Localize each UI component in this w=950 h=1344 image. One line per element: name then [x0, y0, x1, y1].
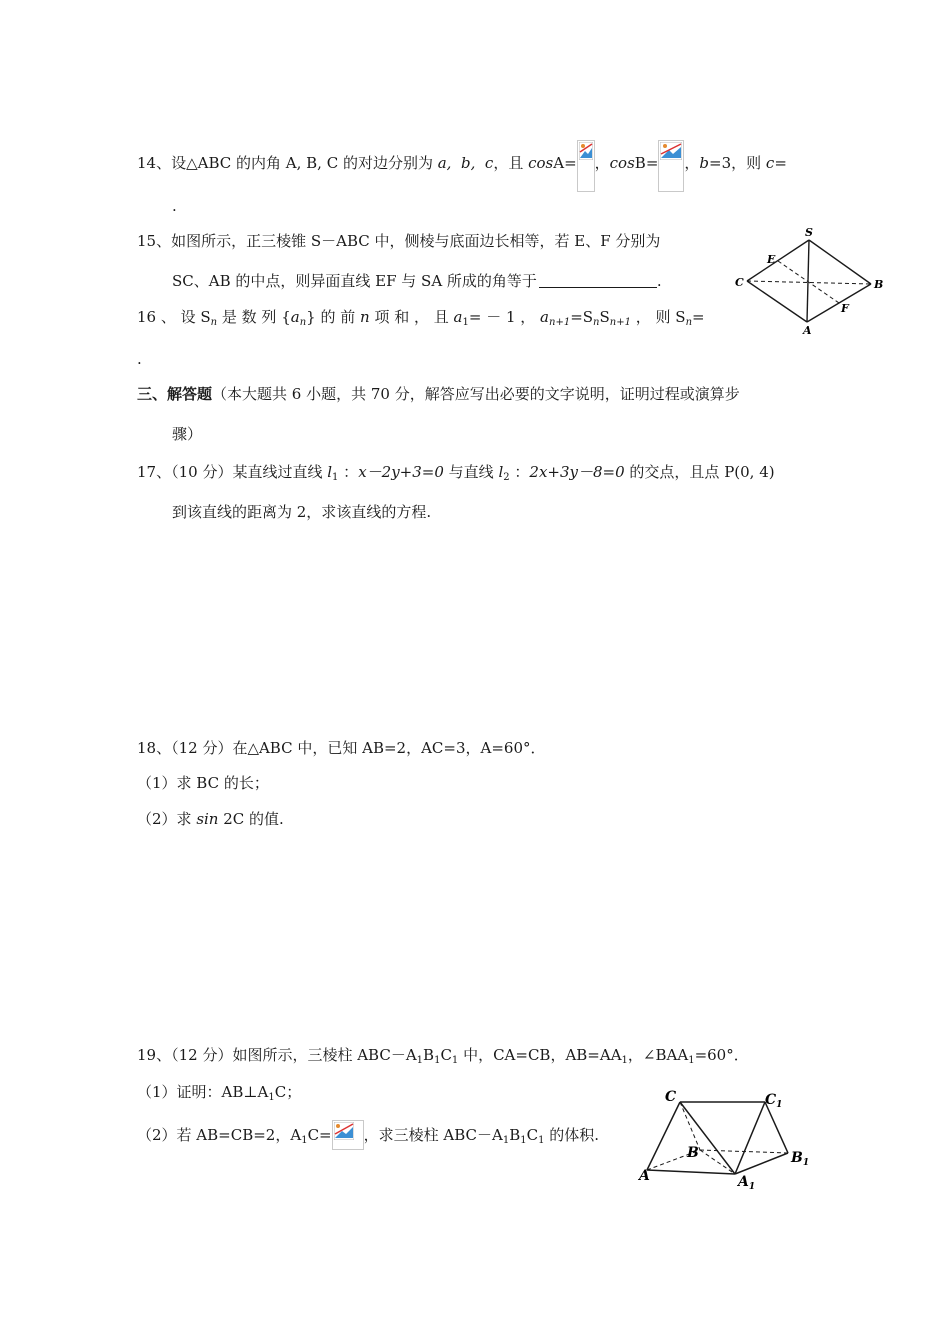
q17-text: 与直线 — [443, 463, 499, 481]
broken-image-icon — [577, 140, 595, 192]
label-a: A — [803, 324, 812, 336]
q14-and: ，且 — [493, 154, 529, 172]
q16-text: } 的 前 — [306, 308, 361, 326]
q14-comma: ， — [594, 154, 610, 172]
label-s: S — [805, 226, 813, 239]
q19-text: ，求三棱柱 ABC－A — [363, 1126, 503, 1144]
sub-n: n — [299, 317, 307, 328]
q18-line1: 18、（12 分）在△ABC 中，已知 AB=2，AC=3，A=60°． — [137, 739, 546, 757]
broken-image-icon — [658, 140, 684, 192]
broken-image-icon — [332, 1120, 364, 1150]
var-a: a — [290, 308, 300, 326]
sub-n: n — [593, 317, 600, 328]
q14-end: . — [172, 197, 177, 215]
q16-end: . — [137, 350, 142, 368]
sub-2: 2 — [503, 472, 510, 483]
q16-line1 — [137, 307, 705, 333]
q19-text: 的体积. — [544, 1126, 600, 1144]
q14-line1 — [137, 140, 787, 192]
label-f: F — [841, 302, 849, 315]
q19-text: （1）证明：AB⊥A — [137, 1083, 269, 1101]
q16-text: S — [599, 308, 610, 326]
sub-1: 1 — [538, 1135, 545, 1146]
pyramid-figure — [733, 226, 893, 336]
equation-1: x－2y+3=0 — [358, 463, 444, 481]
section-3-desc2: 骤） — [172, 425, 203, 443]
section-desc: （本大题共 6 小题，共 70 分，解答应写出必要的文字说明，证明过程或演算步 — [212, 385, 740, 403]
var-b: b, — [460, 154, 476, 172]
label-b1: $B_1$ — [791, 1150, 810, 1168]
q18-text: 2C 的值. — [218, 810, 284, 828]
sub-n: n — [210, 317, 218, 328]
q14-text: 14、设△ABC 的内角 A, B, C 的对边分别为 — [137, 154, 438, 172]
sub-n1: n+1 — [609, 317, 631, 328]
q17-text: 17、（10 分）某直线过直线 — [137, 463, 328, 481]
q19-text: （2）若 AB=CB=2，A — [137, 1126, 302, 1144]
q17-text: 的交点，且点 P(0, 4) — [624, 463, 775, 481]
sub-1: 1 — [502, 1135, 510, 1146]
q17-text: ： — [338, 463, 359, 481]
q19-text: B — [509, 1126, 521, 1144]
q14-comma: ， — [684, 154, 700, 172]
var-l1: l — [327, 463, 333, 481]
sub-1: 1 — [451, 1055, 459, 1066]
label-a1: $A_1$ — [738, 1174, 756, 1190]
q18-part1: （1）求 BC 的长； — [137, 774, 269, 792]
q19-text: ，∠BAA — [627, 1046, 689, 1064]
sub-1: 1 — [621, 1055, 628, 1066]
var-n: n — [360, 308, 370, 326]
q15-line2 — [172, 271, 662, 291]
var-c2: c — [765, 154, 775, 172]
q19-line1 — [137, 1045, 749, 1071]
section-title: 三、解答题 — [137, 385, 213, 403]
q17-text: ： — [509, 463, 530, 481]
label-b: B — [874, 278, 884, 291]
var-a: a, — [437, 154, 452, 172]
var-l2: l — [498, 463, 504, 481]
q19-text: C= — [307, 1126, 332, 1144]
equation-2: 2x+3y－8=0 — [529, 463, 625, 481]
q18-part2 — [137, 809, 284, 829]
q19-part2 — [137, 1120, 599, 1151]
q19-part1 — [137, 1082, 301, 1108]
prism-figure — [635, 1085, 820, 1190]
q16-text: = — [692, 308, 705, 326]
label-b: B — [687, 1145, 699, 1161]
var-a: a — [453, 308, 463, 326]
cos-b: cos — [609, 154, 635, 172]
q16-text: 是 数 列 { — [217, 308, 291, 326]
q19-text: C — [440, 1046, 452, 1064]
label-c1: $C_1$ — [765, 1092, 783, 1110]
b-value: =3，则 — [709, 154, 766, 172]
q16-text: =S — [570, 308, 594, 326]
q19-text: 19、（12 分）如图所示，三棱柱 ABC－A — [137, 1046, 417, 1064]
sub-1: 1 — [301, 1135, 308, 1146]
q16-text: = － 1 ， — [468, 308, 541, 326]
q16-text: 16 、 设 S — [137, 308, 211, 326]
sub-1: 1 — [520, 1135, 527, 1146]
var-c: c — [484, 154, 494, 172]
c-eq: = — [774, 154, 787, 172]
q19-text: C； — [274, 1083, 302, 1101]
q19-text: =60°． — [694, 1046, 749, 1064]
q19-text: C — [526, 1126, 539, 1144]
q15-period: . — [656, 272, 662, 290]
var-b2: b — [699, 154, 710, 172]
q15-text: SC、AB 的中点，则异面直线 EF 与 SA 所成的角等于 — [172, 272, 537, 290]
q15-line1: 15、如图所示，正三棱锥 S－ABC 中，侧棱与底面边长相等，若 E、F 分别为 — [137, 232, 661, 250]
label-e: E — [767, 253, 776, 266]
sub-1: 1 — [462, 317, 469, 328]
q19-text: 中，CA=CB，AB=AA — [458, 1046, 622, 1064]
sub-n1: n+1 — [549, 317, 571, 328]
cos-a-eq: A= — [553, 154, 577, 172]
cos-b-eq: B= — [634, 154, 659, 172]
q17-line2: 到该直线的距离为 2，求该直线的方程. — [172, 503, 432, 521]
q18-text: （2）求 — [137, 810, 197, 828]
sub-1: 1 — [434, 1055, 441, 1066]
q17-line1 — [137, 462, 775, 488]
sub-1: 1 — [688, 1055, 695, 1066]
sub-1: 1 — [268, 1092, 275, 1103]
cos-a: cos — [528, 154, 554, 172]
sin-func: sin — [196, 810, 219, 828]
q16-text: ， 则 S — [630, 308, 686, 326]
sub-1: 1 — [416, 1055, 424, 1066]
sub-1: 1 — [332, 472, 339, 483]
q16-text: 项 和 ， 且 — [369, 308, 454, 326]
q19-text: B — [423, 1046, 435, 1064]
section-3-heading — [137, 384, 740, 404]
answer-blank — [539, 271, 657, 288]
label-c: C — [735, 276, 744, 289]
label-c: C — [665, 1089, 677, 1105]
var-a: a — [540, 308, 549, 326]
sub-n: n — [685, 317, 693, 328]
label-a: A — [639, 1168, 650, 1184]
